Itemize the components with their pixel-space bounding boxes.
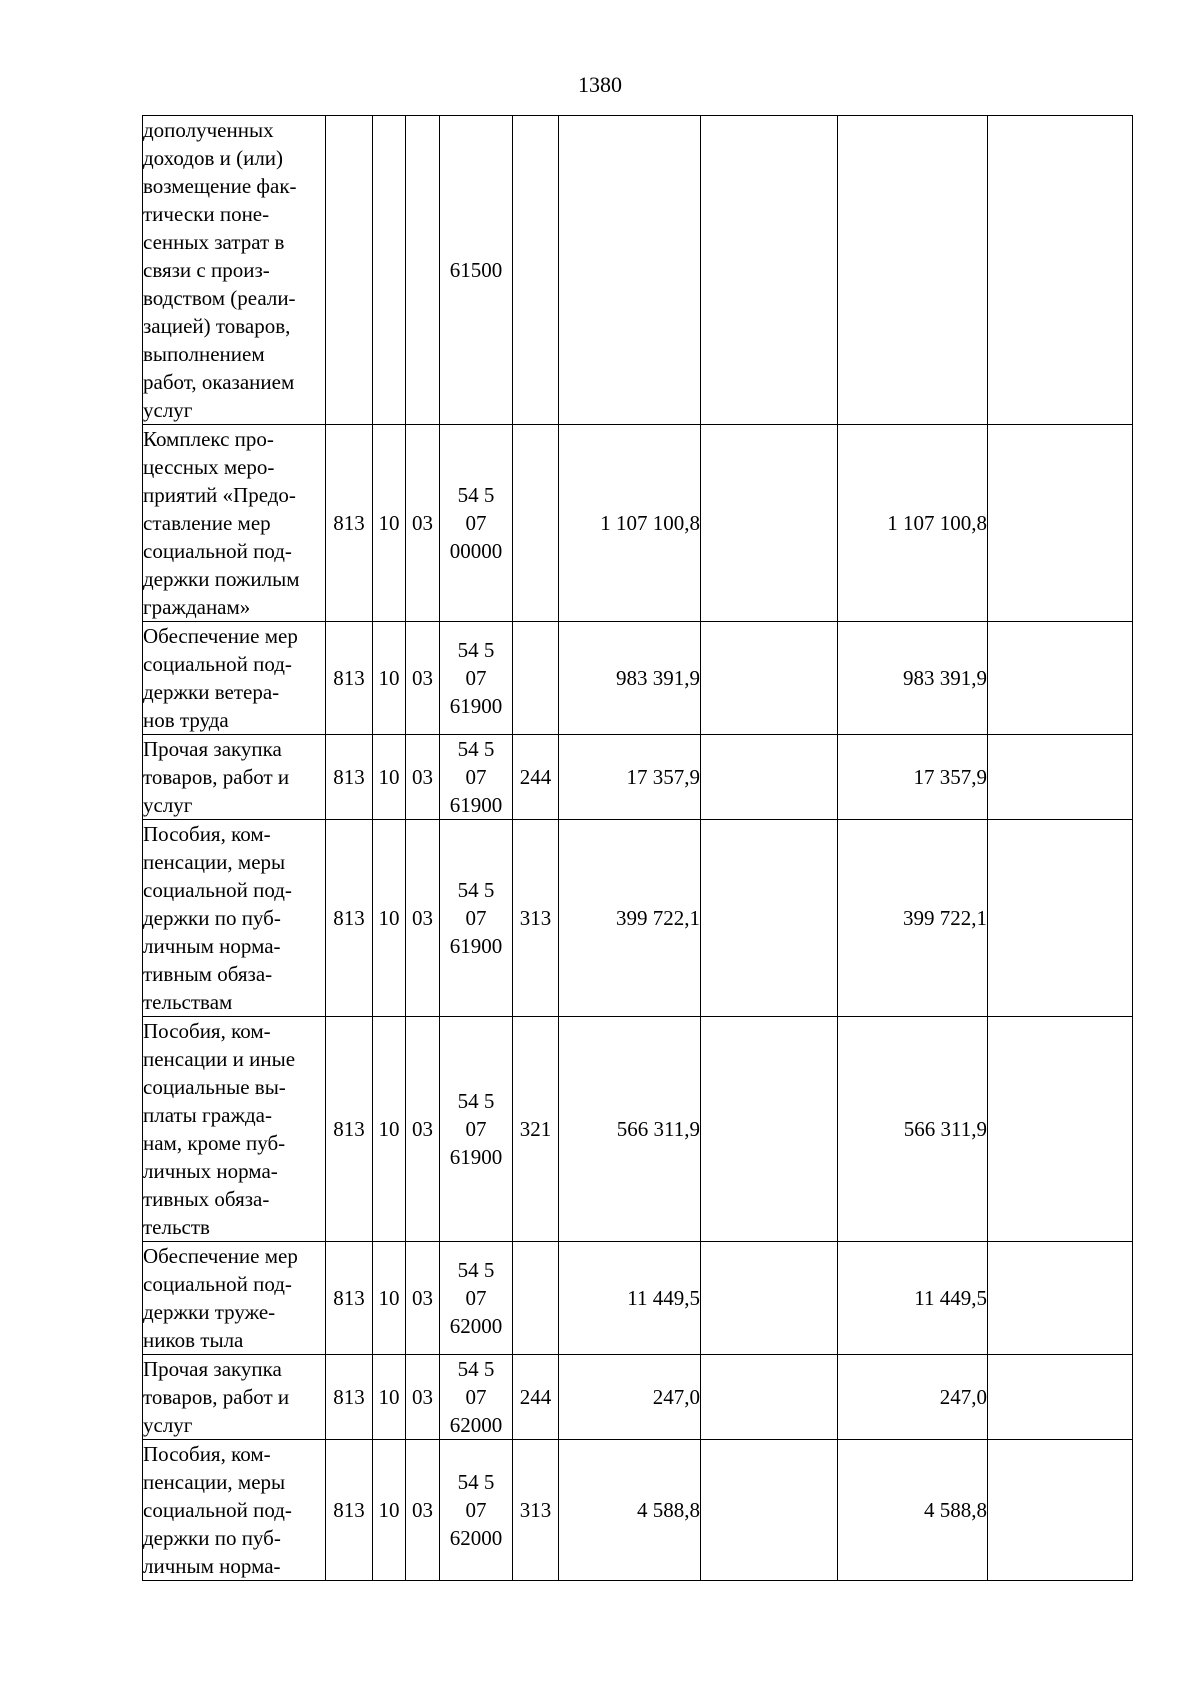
cell-sum-2: [701, 820, 838, 1017]
description-line: пенсации и иные: [143, 1047, 296, 1071]
csr-line: 62000: [449, 1413, 503, 1437]
table-row: [143, 1355, 1133, 1440]
cell-vr: 313: [513, 1440, 559, 1581]
cell-sum-3: 247,0: [838, 1355, 988, 1440]
cell-sum-1: 566 311,9: [559, 1017, 701, 1242]
description-line: платы гражда-: [143, 1103, 272, 1127]
cell-sum-4: [988, 425, 1133, 622]
description-line: услуг: [143, 1413, 193, 1437]
cell-sum-3: 1 107 100,8: [838, 425, 988, 622]
cell-pr: 03: [406, 735, 440, 820]
description-line: цессных меро-: [143, 455, 275, 479]
cell-rz: 10: [373, 1355, 406, 1440]
description-line: выполнением: [143, 342, 265, 366]
cell-gr: 813: [326, 425, 373, 622]
description-line: работ, оказанием: [143, 370, 295, 394]
cell-sum-4: [988, 820, 1133, 1017]
cell-vr: [513, 1242, 559, 1355]
cell-sum-1: 11 449,5: [559, 1242, 701, 1355]
csr-line: 07: [465, 1117, 487, 1141]
cell-gr: 813: [326, 1355, 373, 1440]
cell-gr: 813: [326, 820, 373, 1017]
row-description: [143, 1440, 326, 1581]
cell-rz: 10: [373, 425, 406, 622]
cell-sum-2: [701, 425, 838, 622]
cell-sum-1: 17 357,9: [559, 735, 701, 820]
description-line: услуг: [143, 793, 193, 817]
cell-sum-4: [988, 116, 1133, 425]
csr-line: 00000: [449, 539, 503, 563]
csr-line: 61900: [449, 694, 503, 718]
description-line: пенсации, меры: [143, 1470, 286, 1494]
row-description: [143, 735, 326, 820]
row-description: [143, 425, 326, 622]
cell-csr: [440, 1440, 513, 1581]
description-line: зацией) товаров,: [143, 314, 291, 338]
cell-sum-4: [988, 1440, 1133, 1581]
description-line: Комплекс про-: [143, 427, 274, 451]
row-description: [143, 622, 326, 735]
cell-vr: 244: [513, 1355, 559, 1440]
cell-sum-2: [701, 622, 838, 735]
csr-line: 61900: [449, 793, 503, 817]
table-row: [143, 1242, 1133, 1355]
cell-pr: 03: [406, 1242, 440, 1355]
description-line: личных норма-: [143, 1159, 278, 1183]
csr-line: 54 5: [457, 1089, 495, 1113]
csr-line: 54 5: [457, 483, 495, 507]
cell-gr: 813: [326, 1242, 373, 1355]
cell-sum-3: [838, 116, 988, 425]
description-line: Пособия, ком-: [143, 1442, 271, 1466]
row-description: [143, 1242, 326, 1355]
csr-line: 07: [465, 1498, 487, 1522]
cell-csr: [440, 622, 513, 735]
csr-line: 07: [465, 906, 487, 930]
cell-vr: [513, 425, 559, 622]
description-line: социальной под-: [143, 1272, 292, 1296]
description-line: держки по пуб-: [143, 906, 281, 930]
cell-sum-3: 11 449,5: [838, 1242, 988, 1355]
description-line: товаров, работ и: [143, 765, 290, 789]
description-line: сенных затрат в: [143, 230, 285, 254]
csr-line: 61900: [449, 1145, 503, 1169]
description-line: Пособия, ком-: [143, 822, 271, 846]
description-line: держки труже-: [143, 1300, 276, 1324]
row-description: [143, 116, 326, 425]
table-row: [143, 735, 1133, 820]
csr-line: 07: [465, 1385, 487, 1409]
csr-line: 54 5: [457, 638, 495, 662]
cell-sum-1: 247,0: [559, 1355, 701, 1440]
table-body: [143, 116, 1133, 1581]
description-line: пенсации, меры: [143, 850, 286, 874]
row-description: [143, 1017, 326, 1242]
description-line: приятий «Предо-: [143, 483, 296, 507]
cell-sum-2: [701, 1017, 838, 1242]
cell-sum-1: 1 107 100,8: [559, 425, 701, 622]
description-line: возмещение фак-: [143, 174, 297, 198]
cell-pr: 03: [406, 820, 440, 1017]
table-row: [143, 622, 1133, 735]
description-line: услуг: [143, 398, 193, 422]
budget-table: [142, 115, 1133, 1581]
csr-line: 61900: [449, 934, 503, 958]
description-line: Пособия, ком-: [143, 1019, 271, 1043]
csr-line: 54 5: [457, 1357, 495, 1381]
csr-line: 54 5: [457, 1258, 495, 1282]
cell-sum-1: 399 722,1: [559, 820, 701, 1017]
cell-vr: [513, 116, 559, 425]
cell-gr: 813: [326, 1017, 373, 1242]
cell-pr: 03: [406, 1440, 440, 1581]
csr-line: 07: [465, 511, 487, 535]
cell-rz: 10: [373, 820, 406, 1017]
description-line: ставление мер: [143, 511, 271, 535]
cell-sum-2: [701, 116, 838, 425]
description-line: тельствам: [143, 990, 233, 1014]
csr-line: 07: [465, 666, 487, 690]
description-line: Прочая закупка: [143, 737, 282, 761]
description-line: личным норма-: [143, 934, 281, 958]
cell-sum-2: [701, 1355, 838, 1440]
cell-sum-4: [988, 1242, 1133, 1355]
cell-rz: [373, 116, 406, 425]
cell-csr: [440, 735, 513, 820]
description-line: товаров, работ и: [143, 1385, 290, 1409]
table-row: [143, 1017, 1133, 1242]
csr-line: 54 5: [457, 1470, 495, 1494]
csr-line: 61500: [449, 258, 503, 282]
description-line: личным норма-: [143, 1554, 281, 1578]
cell-sum-1: 4 588,8: [559, 1440, 701, 1581]
cell-gr: 813: [326, 735, 373, 820]
csr-line: 07: [465, 765, 487, 789]
description-line: тельств: [143, 1215, 210, 1239]
table-row: [143, 1440, 1133, 1581]
description-line: нов труда: [143, 708, 229, 732]
description-line: тивных обяза-: [143, 1187, 270, 1211]
cell-csr: [440, 116, 513, 425]
csr-line: 54 5: [457, 878, 495, 902]
description-line: социальной под-: [143, 1498, 292, 1522]
cell-sum-4: [988, 1355, 1133, 1440]
description-line: социальной под-: [143, 539, 292, 563]
description-line: Обеспечение мер: [143, 1244, 298, 1268]
cell-vr: 313: [513, 820, 559, 1017]
cell-rz: 10: [373, 1017, 406, 1242]
csr-line: 62000: [449, 1526, 503, 1550]
csr-line: 62000: [449, 1314, 503, 1338]
cell-pr: 03: [406, 1017, 440, 1242]
description-line: гражданам»: [143, 595, 251, 619]
description-line: держки ветера-: [143, 680, 280, 704]
cell-sum-2: [701, 1242, 838, 1355]
description-line: социальные вы-: [143, 1075, 286, 1099]
description-line: тивным обяза-: [143, 962, 273, 986]
cell-sum-3: 566 311,9: [838, 1017, 988, 1242]
cell-csr: [440, 425, 513, 622]
cell-pr: 03: [406, 1355, 440, 1440]
cell-rz: 10: [373, 1242, 406, 1355]
cell-csr: [440, 1017, 513, 1242]
cell-gr: 813: [326, 1440, 373, 1581]
description-line: дополученных: [143, 118, 274, 142]
description-line: нам, кроме пуб-: [143, 1131, 286, 1155]
description-line: держки пожилым: [143, 567, 300, 591]
description-line: тически поне-: [143, 202, 270, 226]
cell-sum-4: [988, 622, 1133, 735]
cell-pr: [406, 116, 440, 425]
description-line: ников тыла: [143, 1328, 244, 1352]
cell-gr: 813: [326, 622, 373, 735]
cell-sum-1: [559, 116, 701, 425]
table-row: [143, 820, 1133, 1017]
description-line: социальной под-: [143, 878, 292, 902]
cell-sum-3: 17 357,9: [838, 735, 988, 820]
description-line: держки по пуб-: [143, 1526, 281, 1550]
description-line: Обеспечение мер: [143, 624, 298, 648]
description-line: социальной под-: [143, 652, 292, 676]
cell-sum-2: [701, 1440, 838, 1581]
cell-sum-2: [701, 735, 838, 820]
csr-line: 54 5: [457, 737, 495, 761]
row-description: [143, 1355, 326, 1440]
description-line: доходов и (или): [143, 146, 284, 170]
cell-csr: [440, 1355, 513, 1440]
cell-sum-1: 983 391,9: [559, 622, 701, 735]
cell-pr: 03: [406, 622, 440, 735]
description-line: водством (реали-: [143, 286, 296, 310]
cell-csr: [440, 1242, 513, 1355]
cell-sum-4: [988, 735, 1133, 820]
cell-pr: 03: [406, 425, 440, 622]
cell-sum-4: [988, 1017, 1133, 1242]
cell-vr: 321: [513, 1017, 559, 1242]
table-row: [143, 425, 1133, 622]
cell-vr: 244: [513, 735, 559, 820]
cell-rz: 10: [373, 622, 406, 735]
cell-vr: [513, 622, 559, 735]
cell-csr: [440, 820, 513, 1017]
cell-rz: 10: [373, 1440, 406, 1581]
table-row: [143, 116, 1133, 425]
page-number: 1380: [578, 72, 622, 97]
description-line: связи с произ-: [143, 258, 270, 282]
cell-sum-3: 399 722,1: [838, 820, 988, 1017]
description-line: Прочая закупка: [143, 1357, 282, 1381]
row-description: [143, 820, 326, 1017]
csr-line: 07: [465, 1286, 487, 1310]
cell-rz: 10: [373, 735, 406, 820]
cell-sum-3: 983 391,9: [838, 622, 988, 735]
cell-gr: [326, 116, 373, 425]
cell-sum-3: 4 588,8: [838, 1440, 988, 1581]
